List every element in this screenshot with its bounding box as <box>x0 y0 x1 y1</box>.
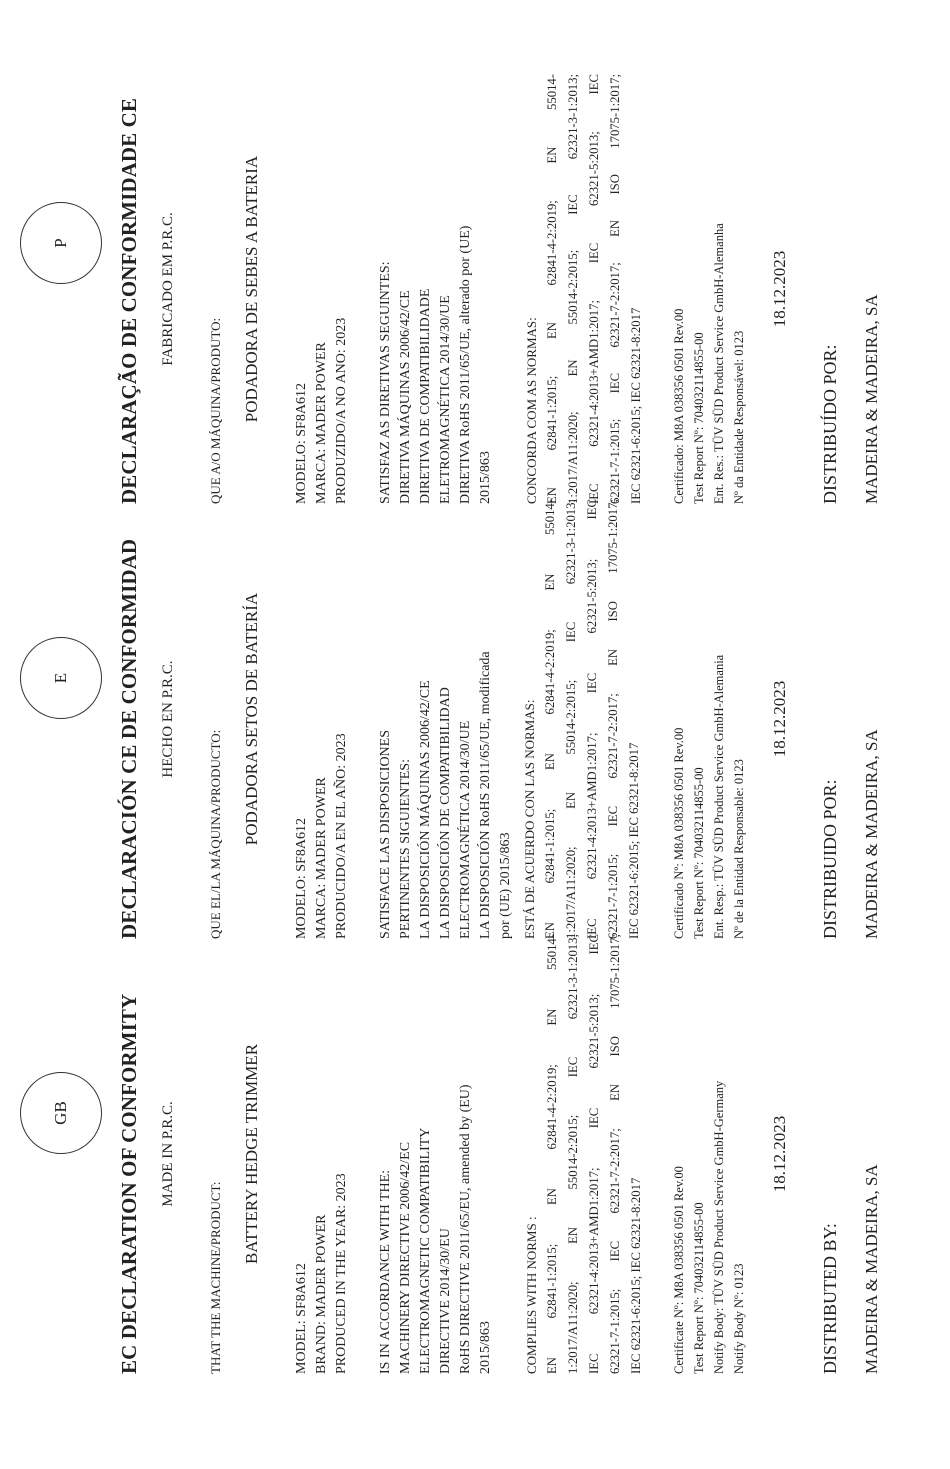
distributed-by: DISTRIBUIDO POR: <box>820 779 840 939</box>
declaration-title: DECLARACIÓN CE DE CONFORMIDAD <box>117 538 141 939</box>
model: MODELO: SF8A612 <box>294 383 309 504</box>
distributed-by: DISTRIBUTED BY: <box>820 1223 840 1374</box>
directive-line: DIRETIVA DE COMPATIBILIDADE <box>418 288 433 504</box>
directive-line: SATISFACE LAS DISPOSICIONES <box>378 729 393 939</box>
test-report: Test Report Nº: 704032114855-00 <box>692 1202 706 1374</box>
country-code: E <box>51 672 70 684</box>
company-name: MADEIRA & MADEIRA, SA <box>862 294 881 504</box>
norm-line: EN 62841-1:2015; EN 62841-4-2:2019; EN 55014- <box>545 934 559 1374</box>
directive-line: DIRETIVA MÁQUINAS 2006/42/CE <box>398 290 413 504</box>
production-year: PRODUCIDO/A EN EL AÑO: 2023 <box>334 733 349 939</box>
company-name: MADEIRA & MADEIRA, SA <box>862 1164 881 1374</box>
declaration-date: 18.12.2023 <box>770 680 789 758</box>
certificate-info <box>669 934 749 1374</box>
panel-es <box>0 499 950 939</box>
country-code: P <box>51 238 70 248</box>
made-in: HECHO EN P.R.C. <box>160 660 176 778</box>
certificate-number: Certificate Nº: M8A 038356 0501 Rev.00 <box>672 1166 686 1374</box>
directives <box>376 499 516 939</box>
notify-body-number: Nº da Entidade Responsável: 0123 <box>732 330 746 504</box>
norm-line: 1:2017/A11:2020; EN 55014-2:2015; IEC 62321-3-1:2013; <box>566 934 580 1374</box>
directive-line: ELETROMAGNÉTICA 2014/30/UE <box>438 295 453 504</box>
country-badge-es <box>20 637 102 719</box>
directives <box>376 934 496 1374</box>
brand: MARCA: MADER POWER <box>314 342 329 504</box>
company-name: MADEIRA & MADEIRA, SA <box>862 729 881 939</box>
directives <box>376 74 496 504</box>
product-details <box>292 934 352 1374</box>
directive-line: 2015/863 <box>478 451 493 504</box>
model: MODELO: SF8A612 <box>294 818 309 939</box>
norm-line: EN 62841-1:2015; EN 62841-4-2:2019; EN 55014- <box>545 74 559 504</box>
directive-line: DIRETIVA RoHS 2011/65/UE, alterado por (UE) <box>458 225 473 504</box>
certificate-number: Certificado: M8A 038356 0501 Rev.00 <box>672 308 686 504</box>
directive-line: LA DISPOSICIÓN RoHS 2011/65/UE, modificada <box>478 651 493 939</box>
notify-body: Notify Body: TÜV SÜD Product Service GmbH-Germany <box>712 1080 726 1374</box>
production-year: PRODUZIDO/A NO ANO: 2023 <box>334 317 349 504</box>
country-badge-gb <box>20 1072 102 1154</box>
norm-line: EN 62841-1:2015; EN 62841-4-2:2019; EN 55014- <box>543 499 557 939</box>
norms-heading: COMPLIES WITH NORMS : <box>524 1216 539 1374</box>
panel-pt <box>0 74 950 504</box>
directive-line: SATISFAZ AS DIRETIVAS SEGUINTES: <box>378 261 393 504</box>
norms <box>519 499 645 939</box>
product-details <box>292 74 352 504</box>
norm-line: IEC 62321-4:2013+AMD1:2017; IEC 62321-5:2013; IEC <box>587 934 601 1374</box>
directive-line: DIRECTIVE 2014/30/EU <box>438 1228 453 1374</box>
panel-gb <box>0 934 950 1374</box>
directive-line: PERTINENTES SIGUIENTES: <box>398 759 413 939</box>
model: MODEL: SF8A612 <box>294 1263 309 1374</box>
directive-line: MACHINERY DIRECTIVE 2006/42/EC <box>398 1141 413 1374</box>
norm-line: 1:2017/A11:2020; EN 55014-2:2015; IEC 62321-3-1:2013; <box>564 499 578 939</box>
norm-line: IEC 62321-6:2015; IEC 62321-8:2017 <box>629 1177 643 1374</box>
product-details <box>292 499 352 939</box>
notify-body: Ent. Resp.: TÜV SÜD Product Service GmbH-Alemania <box>712 654 726 939</box>
norms <box>521 74 647 504</box>
declaration-title: DECLARAÇÃO DE CONFORMIDADE CE <box>117 98 141 504</box>
certificate-number: Certificado Nº: M8A 038356 0501 Rev.00 <box>672 727 686 939</box>
certificate-info <box>669 499 749 939</box>
directive-line: 2015/863 <box>478 1321 493 1374</box>
certificate-info <box>669 74 749 504</box>
norm-line: 62321-7-1:2015; IEC 62321-7-2:2017; EN ISO 17075-1:2017; <box>606 499 620 939</box>
production-year: PRODUCED IN THE YEAR: 2023 <box>334 1173 349 1374</box>
norms-heading: CONCORDA COM AS NORMAS: <box>524 317 539 504</box>
test-report: Test Report Nº: 704032114855-00 <box>692 767 706 939</box>
norm-line: 1:2017/A11:2020; EN 55014-2:2015; IEC 62321-3-1:2013; <box>566 74 580 504</box>
norm-line: IEC 62321-4:2013+AMD1:2017; IEC 62321-5:2013; IEC <box>587 74 601 504</box>
directive-line: LA DISPOSICIÓN MÁQUINAS 2006/42/CE <box>418 680 433 939</box>
directive-line: RoHS DIRECTIVE 2011/65/EU, amended by (EU) <box>458 1084 473 1374</box>
made-in: FABRICADO EM P.R.C. <box>160 212 176 366</box>
declaration-date: 18.12.2023 <box>770 250 789 328</box>
norm-line: 62321-7-1:2015; IEC 62321-7-2:2017; EN ISO 17075-1:2017; <box>608 74 622 504</box>
directive-line: IS IN ACCORDANCE WITH THE: <box>378 1169 393 1374</box>
norms-heading: ESTÁ DE ACUERDO CON LAS NORMAS: <box>522 699 537 939</box>
test-report: Test Report Nº: 704032114855-00 <box>692 332 706 504</box>
country-badge-pt <box>20 202 102 284</box>
norm-line: IEC 62321-4:2013+AMD1:2017; IEC 62321-5:2013; IEC <box>585 499 599 939</box>
country-code: GB <box>51 1101 70 1125</box>
directive-line: ELECTROMAGNÉTICA 2014/30/UE <box>458 720 473 939</box>
directive-line: por (UE) 2015/863 <box>498 832 513 939</box>
norms <box>521 934 647 1374</box>
brand: BRAND: MADER POWER <box>314 1214 329 1374</box>
notify-body-number: Nº de la Entidad Responsable: 0123 <box>732 759 746 939</box>
product-label: THAT THE MACHINE/PRODUCT: <box>208 1181 223 1374</box>
notify-body: Ent. Res.: TÜV SÜD Product Service GmbH-Alemanha <box>712 223 726 504</box>
norm-line: IEC 62321-6:2015; IEC 62321-8:2017 <box>627 742 641 939</box>
brand: MARCA: MADER POWER <box>314 777 329 939</box>
product-label: QUE EL/LA MÁQUINA/PRODUCTO: <box>208 729 223 939</box>
norm-line: 62321-7-1:2015; IEC 62321-7-2:2017; EN ISO 17075-1:2017; <box>608 934 622 1374</box>
declaration-date: 18.12.2023 <box>770 1115 789 1193</box>
product-name: PODADORA SETOS DE BATERÍA <box>242 592 261 846</box>
directive-line: LA DISPOSICIÓN DE COMPATIBILIDAD <box>438 687 453 939</box>
product-name: PODADORA DE SEBES A BATERIA <box>242 155 261 423</box>
norm-line: IEC 62321-6:2015; IEC 62321-8:2017 <box>629 307 643 504</box>
directive-line: ELECTROMAGNETIC COMPATIBILITY <box>418 1127 433 1374</box>
distributed-by: DISTRIBUÍDO POR: <box>820 344 840 504</box>
declaration-title: EC DECLARATION OF CONFORMITY <box>117 993 141 1374</box>
notify-body-number: Notify Body Nº: 0123 <box>732 1263 746 1374</box>
product-name: BATTERY HEDGE TRIMMER <box>242 1043 261 1265</box>
made-in: MADE IN P.R.C. <box>160 1101 176 1207</box>
product-label: QUE A/O MÁQUINA/PRODUTO: <box>208 317 223 504</box>
